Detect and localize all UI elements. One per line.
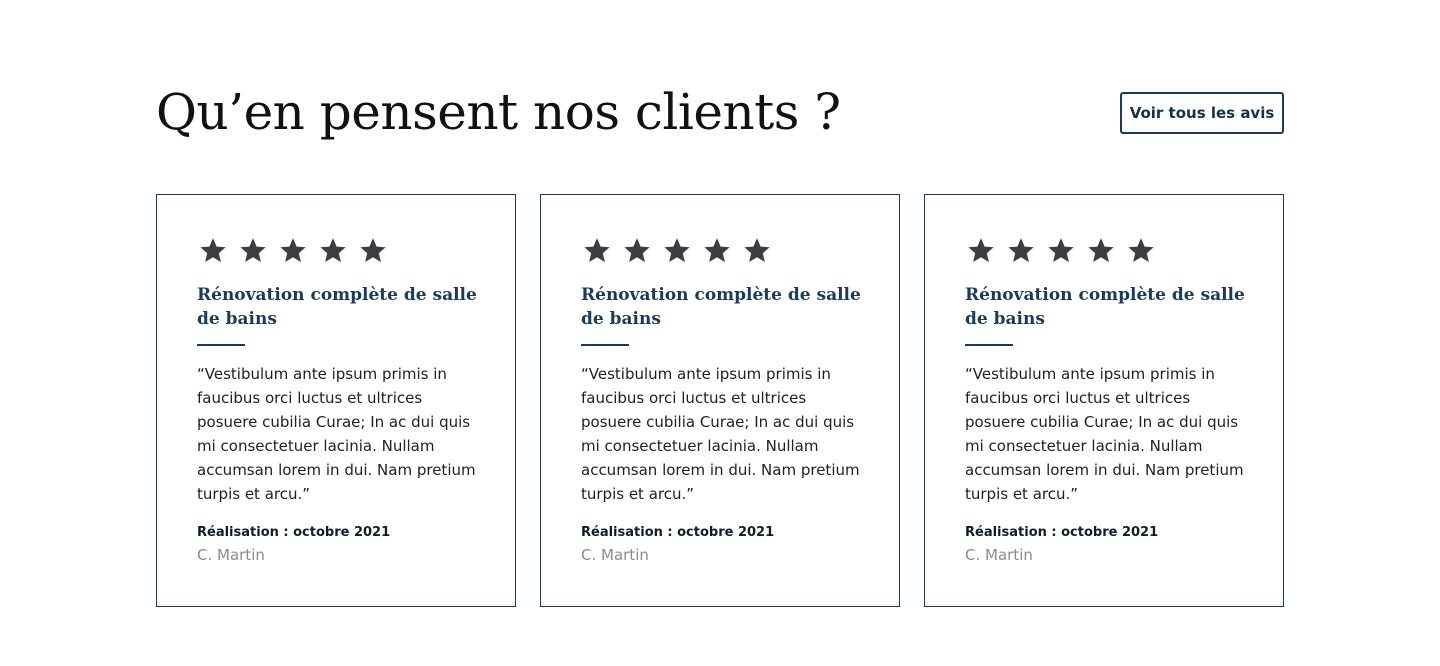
star-icon [741,235,773,267]
realisation-date: Réalisation : octobre 2021 [965,525,1159,540]
testimonials-section [156,0,1284,666]
star-icon [1125,235,1157,267]
title-divider [197,344,245,346]
star-icon [1085,235,1117,267]
star-icon [1005,235,1037,267]
star-rating [965,235,1157,267]
review-card [924,194,1284,607]
star-icon [581,235,613,267]
realisation-date: Réalisation : octobre 2021 [581,525,775,540]
star-icon [237,235,269,267]
star-icon [661,235,693,267]
star-icon [621,235,653,267]
star-rating [581,235,773,267]
review-card [540,194,900,607]
star-icon [357,235,389,267]
title-divider [581,344,629,346]
star-icon [701,235,733,267]
star-icon [965,235,997,267]
star-icon [317,235,349,267]
review-title: Rénovation complète de salle de bains [197,285,477,329]
star-rating [197,235,389,267]
review-card [156,194,516,607]
section-header [156,82,1284,146]
review-text: “Vestibulum ante ipsum primis in faucibus orci luctus et ultrices posuere cubilia Curae; In ac dui quis mi consectetuer lacinia. Nullam accumsan lorem in dui. Nam pretium turpis et arcu.” [197,365,476,503]
title-divider [965,344,1013,346]
all-reviews-button[interactable]: Voir tous les avis [1120,92,1284,134]
review-text: “Vestibulum ante ipsum primis in faucibus orci luctus et ultrices posuere cubilia Curae; In ac dui quis mi consectetuer lacinia. Nullam accumsan lorem in dui. Nam pretium turpis et arcu.” [581,365,860,503]
review-title: Rénovation complète de salle de bains [581,285,861,329]
star-icon [1045,235,1077,267]
review-author: C. Martin [965,546,1033,564]
page-title: Qu’en pensent nos clients ? [156,83,841,141]
star-icon [277,235,309,267]
review-cards [156,194,1284,607]
review-author: C. Martin [581,546,649,564]
star-icon [197,235,229,267]
review-text: “Vestibulum ante ipsum primis in faucibus orci luctus et ultrices posuere cubilia Curae; In ac dui quis mi consectetuer lacinia. Nullam accumsan lorem in dui. Nam pretium turpis et arcu.” [965,365,1244,503]
review-title: Rénovation complète de salle de bains [965,285,1245,329]
realisation-date: Réalisation : octobre 2021 [197,525,391,540]
review-author: C. Martin [197,546,265,564]
